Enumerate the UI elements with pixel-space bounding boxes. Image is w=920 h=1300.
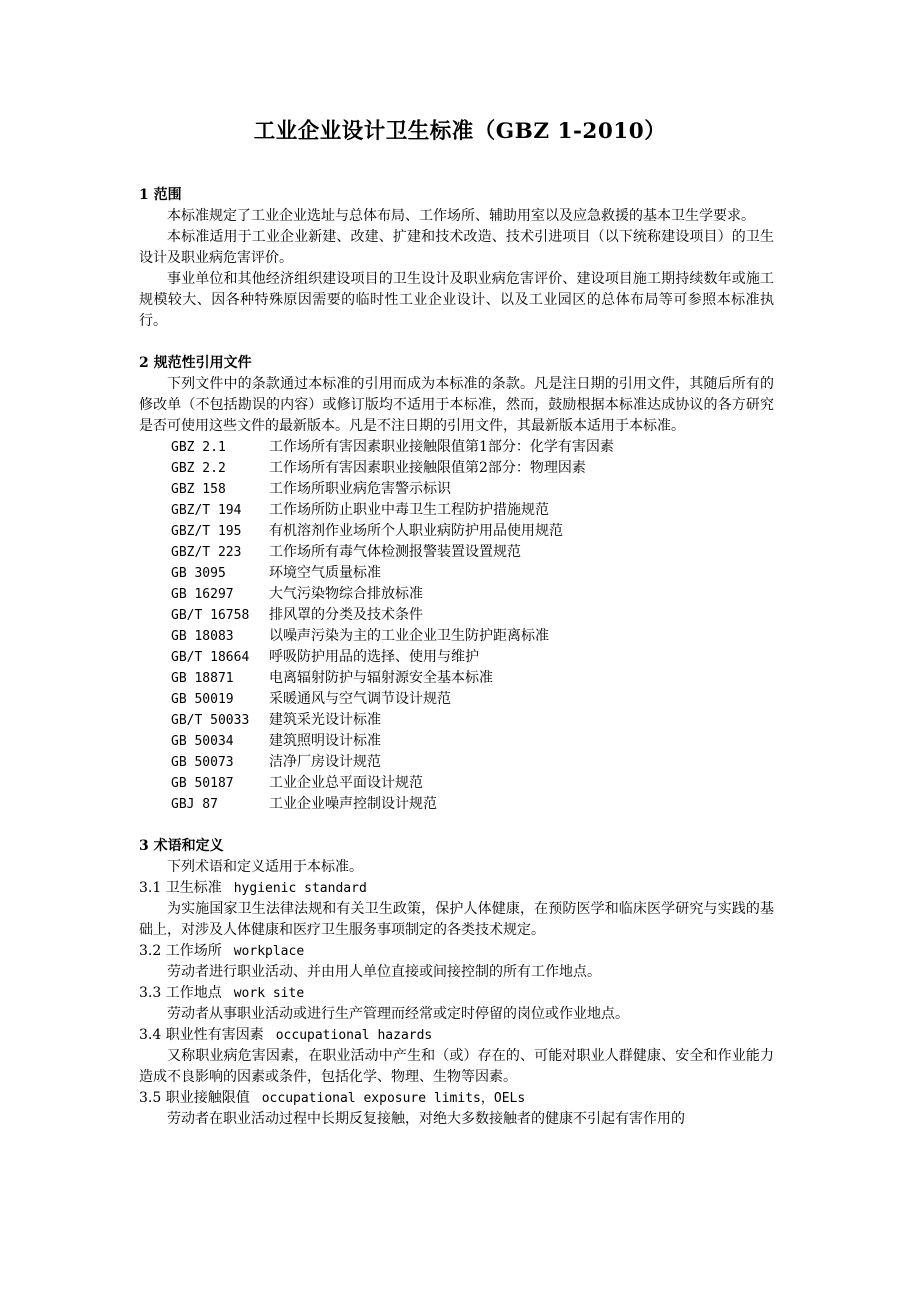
reference-name: 洁净厂房设计规范 [269, 754, 381, 770]
term-definition: 为实施国家卫生法律法规和有关卫生政策，保护人体健康，在预防医学和临床医学研究与实践的基础上，对涉及人体健康和医疗卫生服务事项制定的各类技术规定。 [139, 901, 774, 938]
reference-code: GBJ 87 [171, 797, 218, 812]
reference-code: GBZ 2.2 [171, 461, 226, 476]
document-body [139, 185, 774, 1130]
reference-code: GBZ 2.1 [171, 440, 226, 455]
term-heading [139, 1088, 774, 1109]
section-2-intro: 下列文件中的条款通过本标准的引用而成为本标准的条款。凡是注日期的引用文件，其随后所有的 修改单（不包括勘误的内容）或修订版均不适用于本标准，然而，鼓励根据本标准达成协议的各方研究 是否可使用这些文件的最新版本。凡是不注日期的引用文件，其最新版本适用于本标准。 [139, 376, 774, 434]
reference-name: 工作场所有害因素职业接触限值第2部分：物理因素 [269, 460, 586, 476]
term-definition: 劳动者从事职业活动或进行生产管理而经常或定时停留的岗位或作业地点。 [167, 1006, 629, 1022]
reference-item [139, 542, 774, 563]
section-1-heading: 1 范围 [139, 187, 182, 203]
reference-item [139, 458, 774, 479]
reference-code: GB 18871 [171, 671, 234, 686]
reference-item [139, 563, 774, 584]
term-label: 3.3 工作地点 [139, 985, 222, 1001]
reference-code: GB 50073 [171, 755, 234, 770]
term-english: occupational exposure limits，OELs [261, 1091, 526, 1106]
reference-name: 以噪声污染为主的工业企业卫生防护距离标准 [269, 628, 549, 644]
reference-code: GB 3095 [171, 566, 226, 581]
reference-item [139, 647, 774, 668]
term-definition: 又称职业病危害因素，在职业活动中产生和（或）存在的、可能对职业人群健康、安全和作业能力造成不良影响的因素或条件，包括化学、物理、生物等因素。 [139, 1048, 774, 1085]
reference-name: 工作场所有毒气体检测报警装置设置规范 [269, 544, 521, 560]
reference-code: GB 50187 [171, 776, 234, 791]
section-3-heading: 3 术语和定义 [139, 838, 224, 854]
reference-code: GB/T 18664 [171, 650, 250, 665]
reference-code: GBZ/T 194 [171, 503, 242, 518]
reference-code: GB 50019 [171, 692, 234, 707]
reference-item [139, 668, 774, 689]
terms-list [139, 878, 774, 1130]
spacer [139, 332, 774, 353]
term-label: 3.2 工作场所 [139, 943, 222, 959]
term-definition: 劳动者在职业活动过程中长期反复接触，对绝大多数接触者的健康不引起有害作用的 [167, 1111, 685, 1127]
term-definition: 劳动者进行职业活动、并由用人单位直接或间接控制的所有工作地点。 [167, 964, 601, 980]
reference-name: 呼吸防护用品的选择、使用与维护 [269, 649, 479, 665]
reference-code: GB 18083 [171, 629, 234, 644]
reference-name: 工业企业噪声控制设计规范 [269, 796, 437, 812]
section-3-intro: 下列术语和定义适用于本标准。 [167, 859, 363, 875]
term-english: hygienic standard [233, 881, 367, 896]
reference-code: GB 50034 [171, 734, 234, 749]
reference-item [139, 752, 774, 773]
reference-item [139, 584, 774, 605]
reference-name: 工作场所防止职业中毒卫生工程防护措施规范 [269, 502, 549, 518]
reference-item [139, 605, 774, 626]
section-1-paragraph: 本标准适用于工业企业新建、改建、扩建和技术改造、技术引进项目（以下统称建设项目）的卫生设计及职业病危害评价。 [139, 229, 774, 266]
reference-item [139, 731, 774, 752]
reference-name: 有机溶剂作业场所个人职业病防护用品使用规范 [269, 523, 563, 539]
section-2-heading: 2 规范性引用文件 [139, 355, 252, 371]
reference-name: 建筑采光设计标准 [269, 712, 381, 728]
reference-list [139, 437, 774, 815]
section-1-paragraph: 事业单位和其他经济组织建设项目的卫生设计及职业病危害评价、建设项目施工期持续数年或施工规模较大、因各种特殊原因需要的临时性工业企业设计、以及工业园区的总体布局等可参照本标准执行。 [139, 271, 774, 329]
term-label: 3.4 职业性有害因素 [139, 1027, 264, 1043]
reference-code: GB/T 50033 [171, 713, 250, 728]
reference-code: GBZ/T 195 [171, 524, 242, 539]
reference-name: 电离辐射防护与辐射源安全基本标准 [269, 670, 493, 686]
term-english: workplace [233, 944, 305, 959]
page-title: 工业企业设计卫生标准（GBZ 1-2010） [253, 119, 667, 144]
reference-code: GB 16297 [171, 587, 234, 602]
term-english: work site [233, 986, 305, 1001]
reference-item [139, 437, 774, 458]
term-english: occupational hazards [275, 1028, 433, 1043]
reference-item [139, 689, 774, 710]
term-label: 3.5 职业接触限值 [139, 1090, 250, 1106]
term-heading [139, 941, 774, 962]
reference-name: 工作场所有害因素职业接触限值第1部分：化学有害因素 [269, 439, 614, 455]
reference-code: GBZ/T 223 [171, 545, 242, 560]
reference-item [139, 626, 774, 647]
spacer [139, 815, 774, 836]
reference-name: 环境空气质量标准 [269, 565, 381, 581]
reference-name: 工作场所职业病危害警示标识 [269, 481, 451, 497]
reference-name: 排风罩的分类及技术条件 [269, 607, 423, 623]
reference-item [139, 710, 774, 731]
term-heading [139, 878, 774, 899]
reference-item [139, 500, 774, 521]
reference-item [139, 479, 774, 500]
section-1-paragraph: 本标准规定了工业企业选址与总体布局、工作场所、辅助用室以及应急救援的基本卫生学要求。 [167, 208, 755, 224]
reference-name: 采暖通风与空气调节设计规范 [269, 691, 451, 707]
reference-code: GB/T 16758 [171, 608, 250, 623]
reference-name: 建筑照明设计标准 [269, 733, 381, 749]
reference-item [139, 521, 774, 542]
reference-code: GBZ 158 [171, 482, 226, 497]
term-label: 3.1 卫生标准 [139, 880, 222, 896]
reference-item [139, 773, 774, 794]
reference-name: 大气污染物综合排放标准 [269, 586, 423, 602]
reference-name: 工业企业总平面设计规范 [269, 775, 423, 791]
reference-item [139, 794, 774, 815]
term-heading [139, 983, 774, 1004]
term-heading [139, 1025, 774, 1046]
